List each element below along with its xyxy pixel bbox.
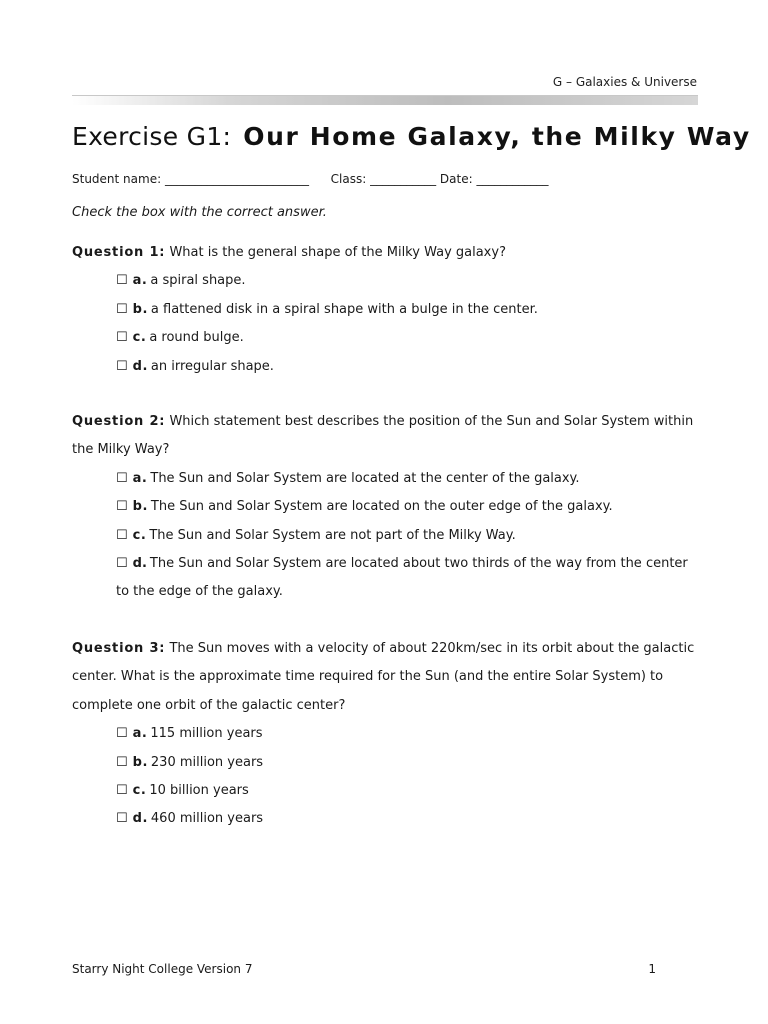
question-2-text: Which statement best describes the position of the Sun and Solar System within the Milky Way? [72,414,694,458]
option-letter: b. [132,301,148,317]
checkbox-icon[interactable]: ☐ [116,783,128,799]
option-letter: d. [132,358,148,374]
option-letter: a. [132,470,148,486]
question-3 [72,635,698,834]
question-3-label: Question 3: [72,641,166,656]
header-rule [72,95,698,105]
question-1-option-a[interactable] [72,267,698,295]
option-text: The Sun and Solar System are located at the center of the galaxy. [150,470,580,486]
option-letter: c. [132,527,147,543]
instruction-text: Check the box with the correct answer. [72,205,327,220]
checkbox-icon[interactable]: ☐ [116,726,128,742]
option-text: a flattened disk in a spiral shape with a bulge in the center. [150,301,538,317]
question-2-label: Question 2: [72,414,166,429]
checkbox-icon[interactable]: ☐ [116,811,128,827]
question-2 [72,408,698,607]
checkbox-icon[interactable]: ☐ [116,499,128,515]
checkbox-icon[interactable]: ☐ [116,754,128,770]
option-letter: a. [132,273,148,289]
checkbox-icon[interactable]: ☐ [116,556,128,572]
question-3-option-d[interactable] [72,805,698,833]
option-letter: c. [132,330,147,346]
student-info-line [72,172,548,186]
date-label: Date: [439,172,473,186]
question-3-stem [72,635,698,720]
checkbox-icon[interactable]: ☐ [116,273,128,289]
checkbox-icon[interactable]: ☐ [116,470,128,486]
class-label: Class: [330,172,367,186]
question-3-option-a[interactable] [72,720,698,748]
question-1-label: Question 1: [72,245,166,260]
option-text: an irregular shape. [150,358,274,374]
question-2-option-c[interactable] [72,522,698,550]
question-1 [72,239,698,381]
checkbox-icon[interactable]: ☐ [116,527,128,543]
option-text: 460 million years [150,811,264,827]
title-prefix: Exercise G1: [72,122,232,151]
option-text: The Sun and Solar System are located about two thirds of the way from the center to the edge of the galaxy. [116,556,688,600]
checkbox-icon[interactable]: ☐ [116,301,128,317]
footer-page-number: 1 [648,962,656,976]
question-3-option-b[interactable] [72,749,698,777]
option-letter: c. [132,783,147,799]
question-1-option-b[interactable] [72,296,698,324]
option-letter: b. [132,754,148,770]
checkbox-icon[interactable]: ☐ [116,358,128,374]
date-blank: ____________ [476,172,549,186]
option-letter: d. [132,811,148,827]
question-3-text: The Sun moves with a velocity of about 220km/sec in its orbit about the galactic center. What is the approximate time required for the Sun (and the entire Solar System) to complete one orbit of the galactic center? [72,641,695,713]
footer-product: Starry Night College Version 7 [72,962,253,976]
option-letter: b. [132,499,148,515]
question-1-text: What is the general shape of the Milky Way galaxy? [169,245,506,260]
title-main: Our Home Galaxy, the Milky Way [243,122,751,151]
option-text: The Sun and Solar System are not part of the Milky Way. [149,527,516,543]
question-1-stem [72,239,698,267]
option-text: 10 billion years [149,783,249,799]
option-text: 115 million years [150,726,263,742]
student-name-blank: ________________________ [164,172,309,186]
option-text: The Sun and Solar System are located on the outer edge of the galaxy. [150,499,613,515]
class-blank: ___________ [370,172,437,186]
question-2-option-d[interactable] [72,550,698,607]
section-header: G – Galaxies & Universe [552,75,697,89]
option-text: a spiral shape. [150,273,246,289]
question-2-option-b[interactable] [72,493,698,521]
student-name-label: Student name: [72,172,162,186]
question-1-option-d[interactable] [72,353,698,381]
option-text: 230 million years [150,754,264,770]
question-2-option-a[interactable] [72,465,698,493]
question-1-option-c[interactable] [72,324,698,352]
option-letter: a. [132,726,148,742]
question-2-stem [72,408,698,465]
checkbox-icon[interactable]: ☐ [116,330,128,346]
question-3-option-c[interactable] [72,777,698,805]
page-title [72,120,751,154]
option-text: a round bulge. [149,330,244,346]
option-letter: d. [132,556,147,572]
